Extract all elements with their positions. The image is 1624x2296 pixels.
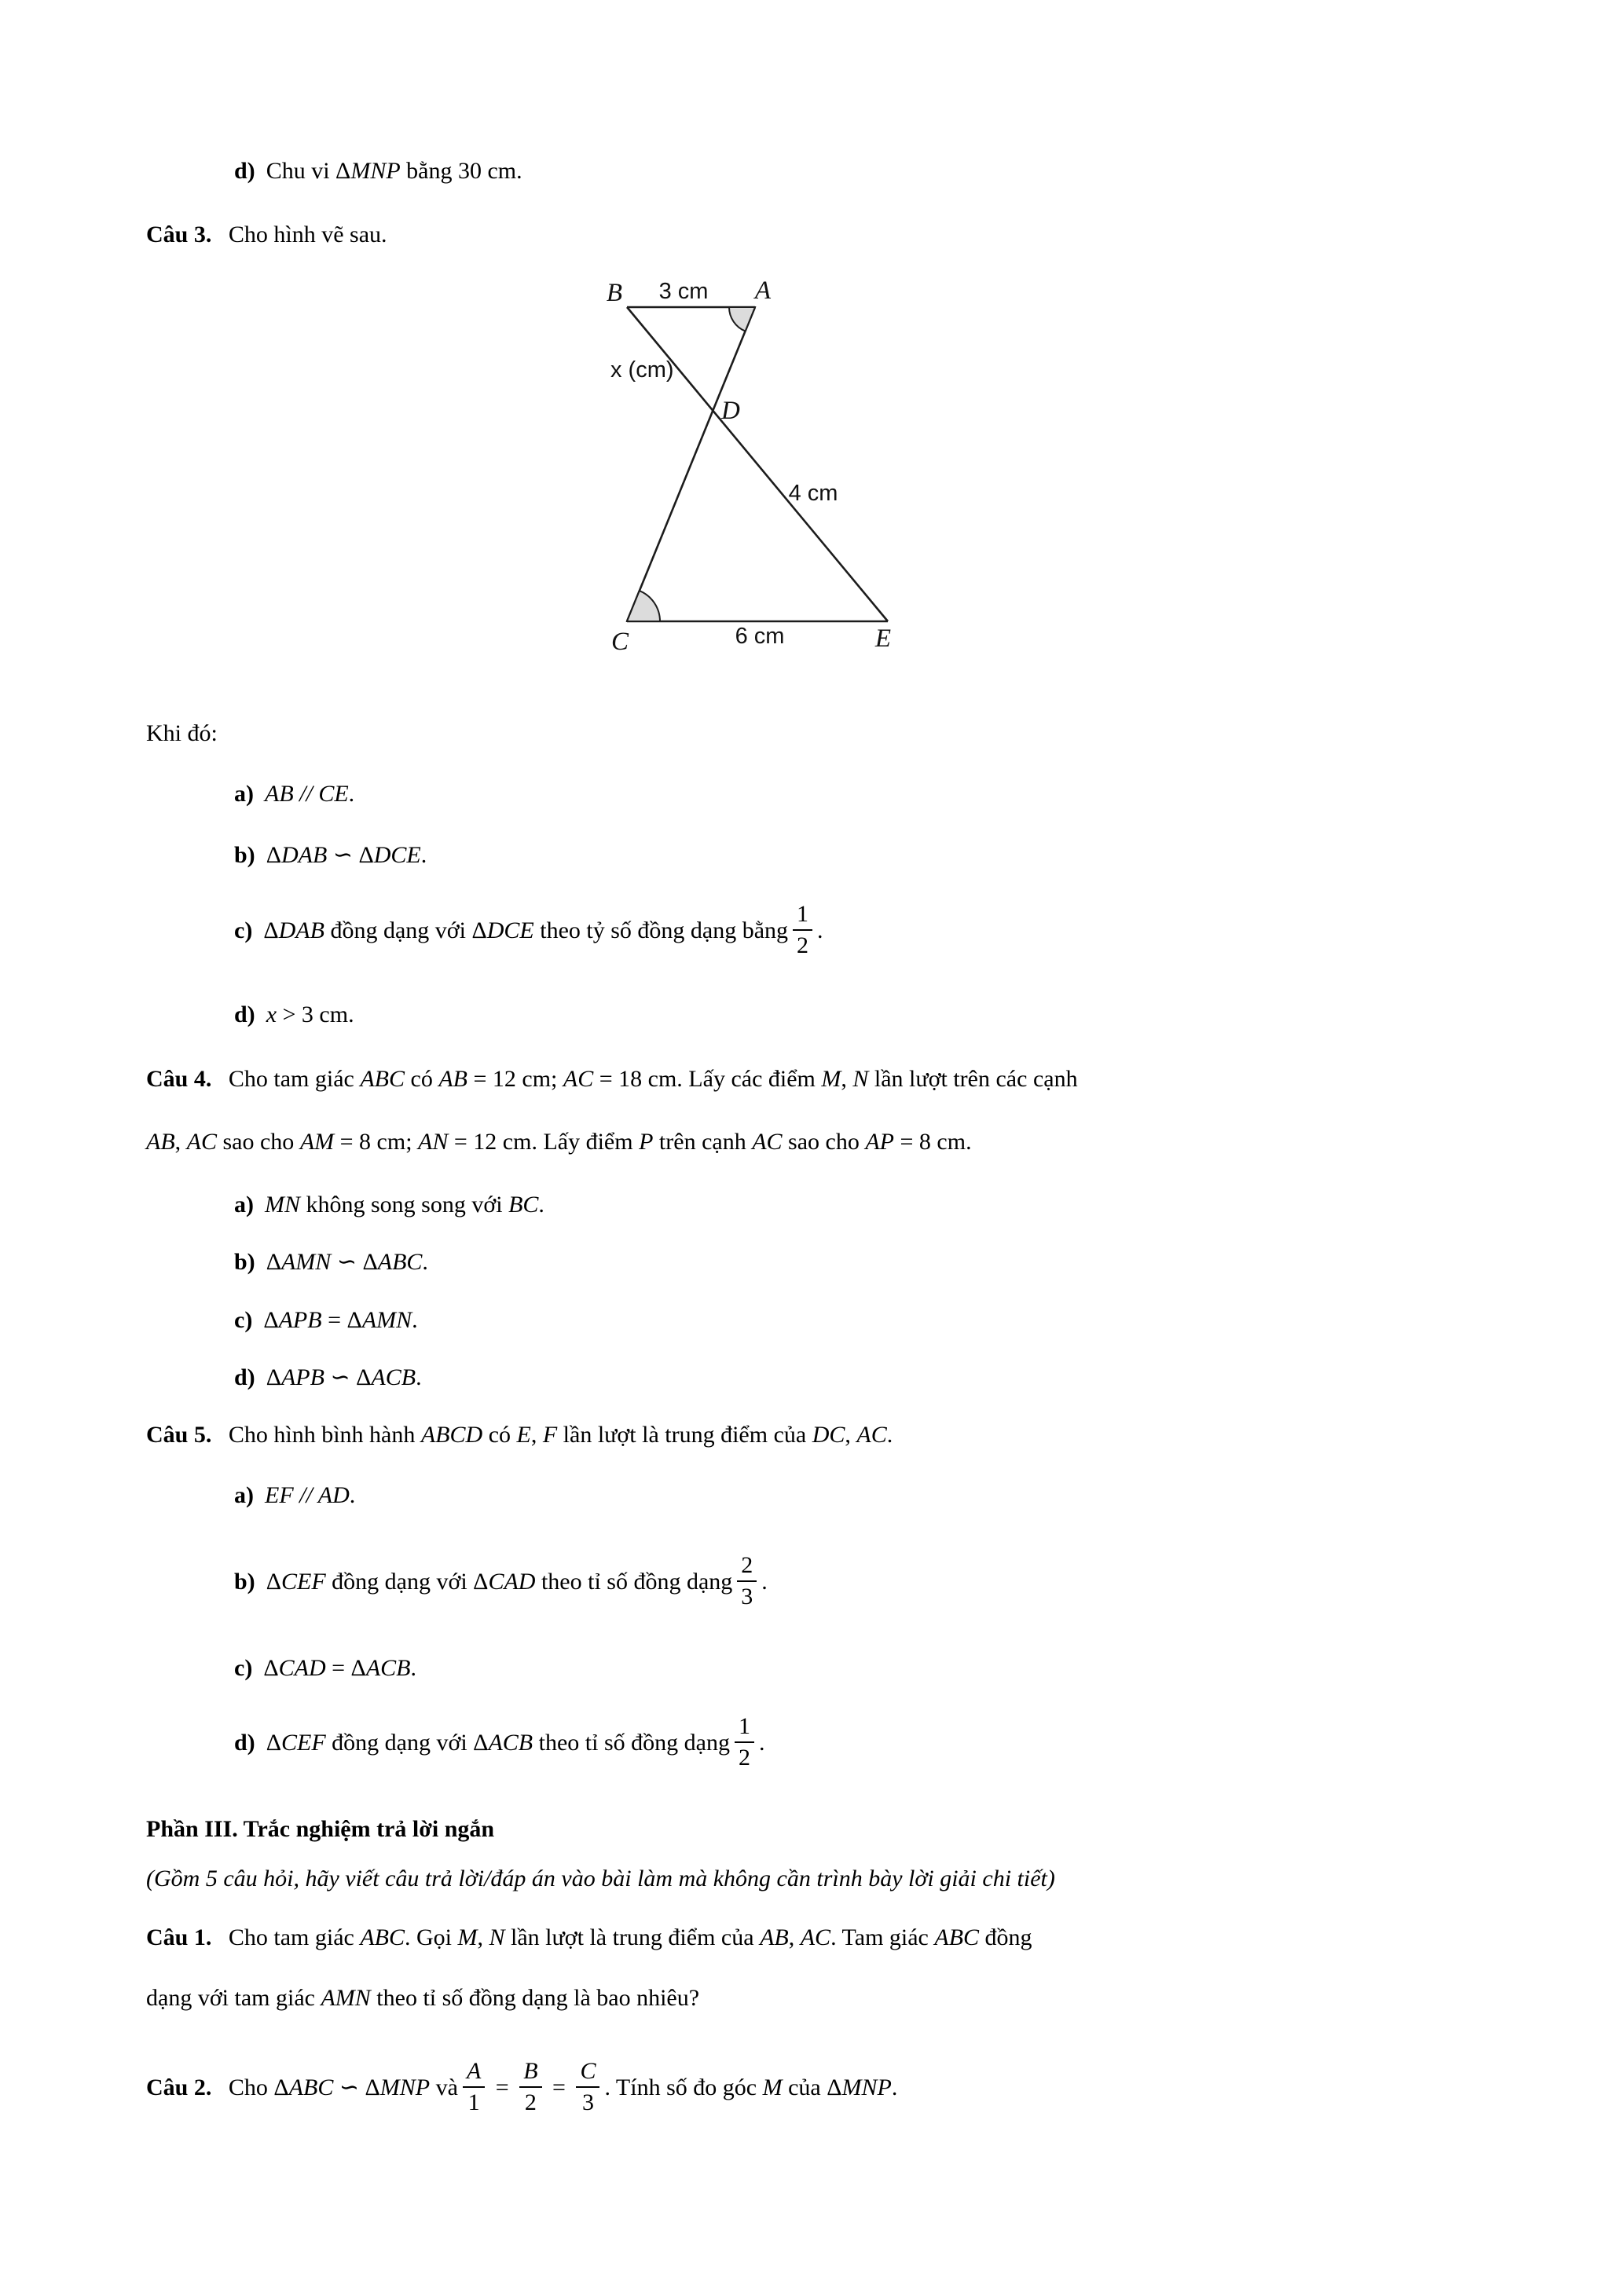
option-text: x > 3 cm.	[266, 1002, 354, 1027]
option-label: d)	[234, 1729, 255, 1756]
option-label: a)	[234, 1482, 254, 1508]
length-label-DE: 4 cm	[788, 481, 838, 506]
question-text: Cho tam giác ABC. Gọi M, N lần lượt là trung điểm của AB, AC. Tam giác ABC đồng	[222, 1924, 1032, 1950]
q4-option-b	[234, 1247, 428, 1277]
heading-text: Phần III. Trắc nghiệm trả lời ngắn	[146, 1816, 495, 1842]
q4-option-d	[234, 1363, 422, 1393]
q3-option-b	[234, 840, 427, 870]
question-label: Câu 4.	[146, 1066, 212, 1092]
option-label: b)	[234, 1249, 255, 1275]
question-text: dạng với tam giác AMN theo tỉ số đồng dạng là bao nhiêu?	[146, 1985, 700, 2011]
angle-mark-C	[627, 591, 660, 621]
q4-option-a	[234, 1190, 544, 1220]
option-text: AB // CE.	[265, 781, 355, 807]
length-label-CE: 6 cm	[735, 624, 785, 649]
option-label: c)	[234, 1655, 253, 1681]
part3-heading	[146, 1814, 494, 1844]
q3-option-a	[234, 779, 354, 809]
option-text: ΔAPB ∽ ΔACB.	[266, 1364, 422, 1390]
question-label: Câu 1.	[146, 1924, 212, 1950]
question-text: Cho ΔABC ∽ ΔMNP và $\frac{A}{1}$ = $\frac{B}{2}$ = $\frac{C}{3}$ . Tính số đo góc M của ΔMNP.	[222, 2058, 898, 2115]
option-text: Chu vi ΔMNP bằng 30 cm.	[266, 158, 522, 184]
option-label: d)	[234, 158, 255, 184]
option-text: ΔDAB ∽ ΔDCE.	[266, 842, 427, 868]
option-text: ΔCEF đồng dạng với ΔACB theo tỉ số đồng dạng $\frac{1}{2}$ .	[266, 1713, 765, 1771]
length-label-BA: 3 cm	[658, 279, 709, 304]
khido-text	[146, 719, 218, 749]
option-text: ΔCAD = ΔACB.	[263, 1655, 416, 1681]
segment-AC	[627, 307, 755, 621]
question-text: Cho hình vẽ sau.	[222, 222, 387, 247]
q5-statement	[146, 1420, 893, 1450]
option-text: ΔAPB = ΔAMN.	[263, 1307, 418, 1333]
segment-BE	[627, 307, 888, 621]
option-label: d)	[234, 1002, 255, 1027]
q4-statement-line2	[146, 1127, 972, 1157]
q5-option-b	[234, 1554, 768, 1613]
question-label: Câu 5.	[146, 1422, 212, 1448]
option-label: c)	[234, 917, 253, 943]
option-text: EF // AD.	[265, 1482, 356, 1508]
question-text: Cho tam giác ABC có AB = 12 cm; AC = 18 cm. Lấy các điểm M, N lần lượt trên các cạnh	[222, 1066, 1078, 1092]
option-label: a)	[234, 1192, 254, 1218]
part3-note	[146, 1864, 1055, 1894]
vertex-label-C: C	[610, 628, 629, 656]
part3-q1-line1	[146, 1923, 1032, 1953]
triangle-figure	[605, 275, 911, 668]
q4-statement-line1	[146, 1064, 1078, 1094]
question-label: Câu 2.	[146, 2074, 212, 2100]
option-text: MN không song song với BC.	[265, 1192, 544, 1218]
option-label: b)	[234, 842, 255, 868]
option-text: ΔAMN ∽ ΔABC.	[266, 1249, 428, 1275]
q4-option-c	[234, 1305, 418, 1335]
q5-option-d	[234, 1713, 765, 1774]
q2-option-d	[234, 156, 522, 186]
q5-option-a	[234, 1481, 355, 1511]
question-text: Cho hình bình hành ABCD có E, F lần lượt là trung điểm của DC, AC.	[222, 1422, 893, 1448]
option-label: b)	[234, 1568, 255, 1595]
note-text: (Gồm 5 câu hỏi, hãy viết câu trả lời/đáp án vào bài làm mà không cần trình bày lời giải chi tiết)	[146, 1866, 1055, 1891]
q3-option-c	[234, 903, 823, 961]
question-text: AB, AC sao cho AM = 8 cm; AN = 12 cm. Lấy điểm P trên cạnh AC sao cho AP = 8 cm.	[146, 1129, 972, 1155]
option-label: d)	[234, 1364, 255, 1390]
option-text: ΔCEF đồng dạng với ΔCAD theo tỉ số đồng dạng $\frac{2}{3}$ .	[266, 1552, 768, 1609]
option-label: a)	[234, 781, 254, 807]
option-text: ΔDAB đồng dạng với ΔDCE theo tỷ số đồng dạng bằng $\frac{1}{2}$ .	[263, 901, 823, 958]
part3-q1-line2	[146, 1983, 699, 2013]
question-label: Câu 3.	[146, 222, 212, 247]
vertex-label-E: E	[874, 624, 892, 653]
part3-q2	[146, 2060, 897, 2118]
q3-heading	[146, 220, 387, 250]
vertex-label-D: D	[721, 397, 740, 425]
q5-option-c	[234, 1653, 416, 1683]
vertex-label-A: A	[754, 276, 772, 305]
length-label-BD: x (cm)	[610, 357, 674, 383]
option-label: c)	[234, 1307, 253, 1333]
q3-option-d	[234, 1000, 354, 1030]
vertex-label-B: B	[606, 279, 623, 307]
static-text: Khi đó:	[146, 720, 218, 746]
